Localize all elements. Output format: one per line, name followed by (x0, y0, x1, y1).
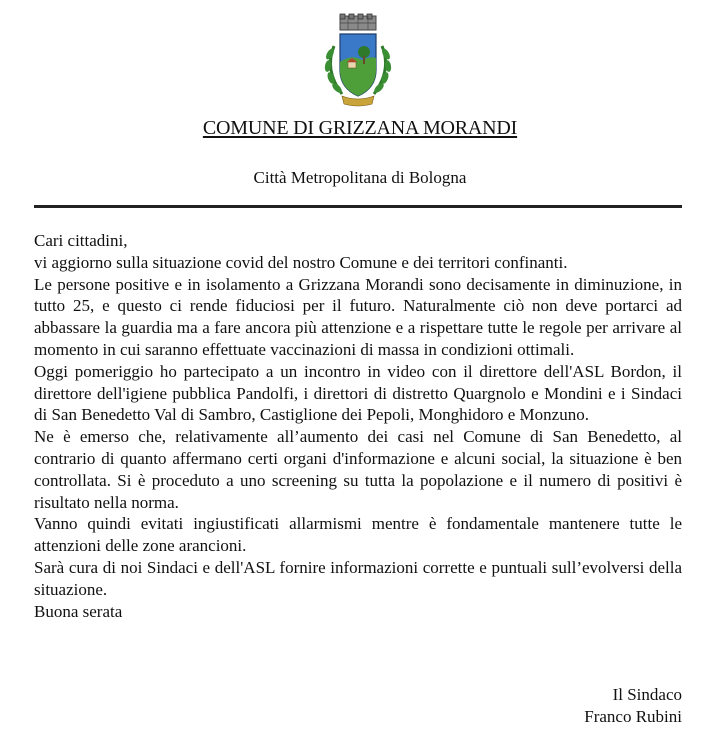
page-title: COMUNE DI GRIZZANA MORANDI (202, 117, 518, 139)
letter-paragraph: Sarà cura di noi Sindaci e dell'ASL fornire informazioni corrette e puntuali sull’evolversi della situazione. (34, 557, 682, 599)
signature-role: Il Sindaco (612, 685, 682, 704)
letter-paragraph: Le persone positive e in isolamento a Grizzana Morandi sono decisamente in diminuzione, in tutto 25, e questo ci rende fiduciosi per il futuro. Naturalmente ciò non deve portarci ad abbassare la guardia ma a fare ancora più attenzione e a rispettare tutte le regole per arrivare al momento in cui saranno effettuate vaccinazioni di massa in condizioni ottimali. (34, 274, 682, 359)
letter-greeting: Cari cittadini, (34, 231, 128, 250)
letter-paragraph: Ne è emerso che, relativamente all’aumento dei casi nel Comune di San Benedetto, al contrario di quanto affermano certi organi d'informazione e alcuni social, la situazione è ben controllata. Si è proceduto a uno screening su tutta la popolazione e il numero di positivi è risultato nella norma. (34, 427, 682, 512)
municipal-coat-of-arms-icon (318, 12, 398, 108)
letter-closing: Buona serata (34, 601, 123, 621)
coat-of-arms-emblem (318, 12, 398, 108)
header-divider (34, 205, 682, 208)
letter-body (34, 230, 682, 622)
letter-paragraph: Vanno quindi evitati ingiustificati allarmismi mentre è fondamentale mantenere tutte le attenzioni delle zone arancioni. (34, 514, 682, 556)
letter-paragraph: Oggi pomeriggio ho partecipato a un incontro in video con il direttore dell'ASL Bordon, il direttore dell'igiene pubblica Pandolfi, i direttori di distretto Quargnolo e Mondini e i Sindaci di San Benedetto Val di Sambro, Castiglione dei Pepoli, Monghidoro e Monzuno. (34, 361, 682, 425)
signature-block (584, 684, 682, 728)
page-subtitle: Città Metropolitana di Bologna (253, 168, 467, 187)
signature-name: Franco Rubini (584, 706, 682, 726)
letter-paragraph: vi aggiorno sulla situazione covid del nostro Comune e dei territori confinanti. (34, 252, 568, 272)
